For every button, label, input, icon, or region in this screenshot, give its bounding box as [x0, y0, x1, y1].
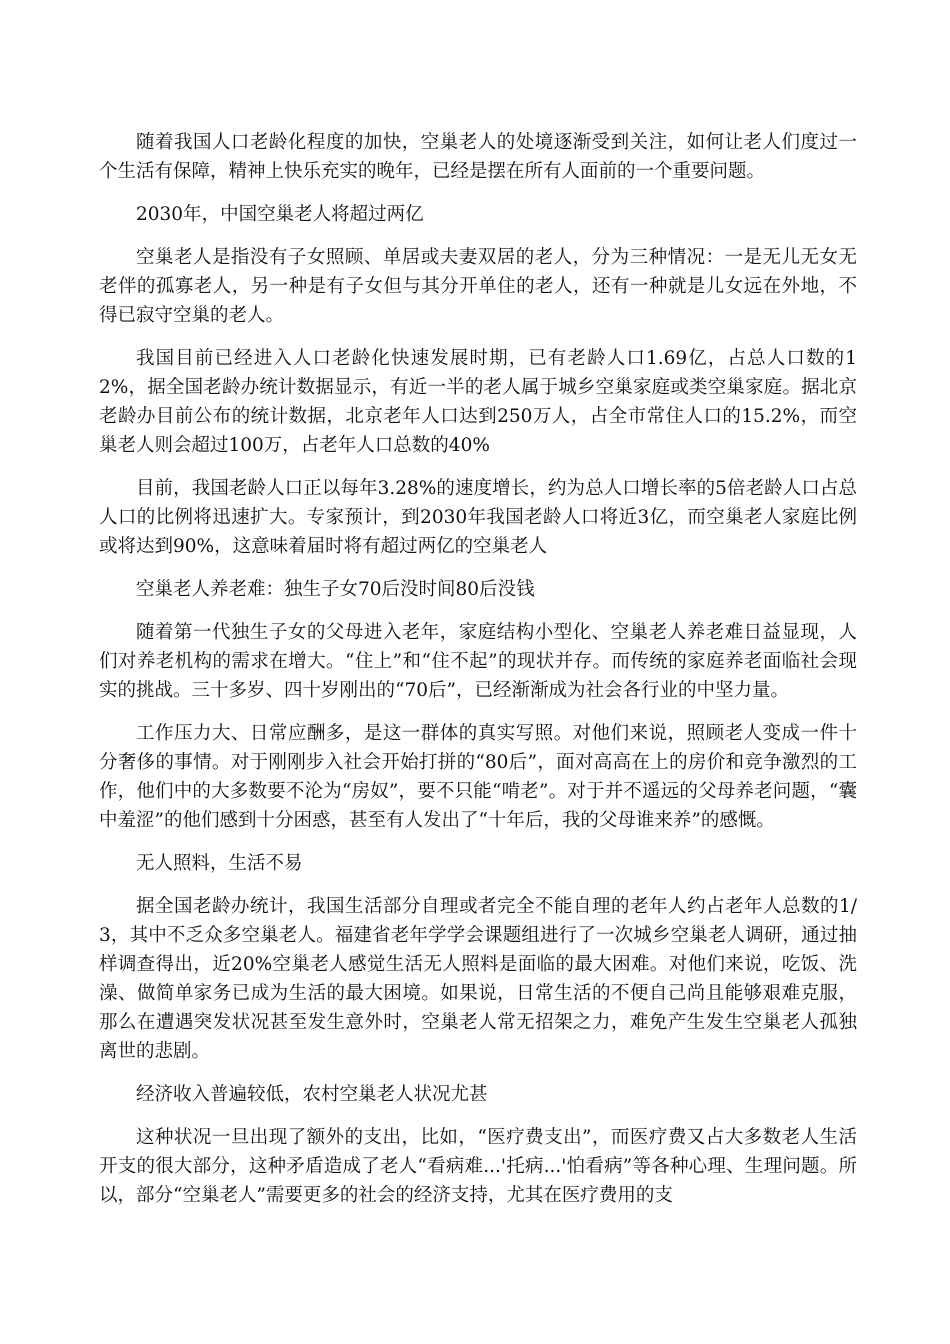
paragraph-medical-costs: 这种状况一旦出现了额外的支出，比如，“医疗费支出”，而医疗费又占大多数老人生活开支的很大部分，这种矛盾造成了老人“看病难...'托病...'怕看病”等各种心理、生理问题。所以，部分“空巢老人”需要更多的社会的经济支持，尤其在医疗费用的支: [99, 1127, 857, 1206]
paragraph-definition: 空巢老人是指没有子女照顾、单居或夫妻双居的老人，分为三种情况：一是无儿无女无老伴的孤寡老人，另一种是有子女但与其分开单住的老人，还有一种就是儿女远在外地，不得已寂守空巢的老人。: [99, 247, 857, 326]
paragraph-intro: 随着我国人口老龄化程度的加快，空巢老人的处境逐渐受到关注，如何让老人们度过一个生活有保障，精神上快乐充实的晚年，已经是摆在所有人面前的一个重要问题。: [99, 132, 857, 182]
section-heading-no-care: 无人照料，生活不易: [136, 853, 303, 874]
paragraph-only-children: 随着第一代独生子女的父母进入老年，家庭结构小型化、空巢老人养老难日益显现，人们对养老机构的需求在增大。“住上”和“住不起”的现状并存。而传统的家庭养老面临社会现实的挑战。三十多岁、四十岁刚出的“70后”，已经渐渐成为社会各行业的中坚力量。: [99, 622, 857, 701]
paragraph-self-care: 据全国老龄办统计，我国生活部分自理或者完全不能自理的老年人约占老年人总数的1/3，其中不乏众多空巢老人。福建省老年学学会课题组进行了一次城乡空巢老人调研，通过抽样调查得出，近20%空巢老人感觉生活无人照料是面临的最大困难。对他们来说，吃饭、洗澡、做简单家务已成为生活的最大困境。如果说，日常生活的不便自己尚且能够艰难克服，那么在遭遇突发状况甚至发生意外时，空巢老人常无招架之力，难免产生发生空巢老人孤独离世的悲剧。: [99, 896, 857, 1062]
section-heading-pension-difficulty: 空巢老人养老难：独生子女70后没时间80后没钱: [136, 579, 535, 600]
document-body: [99, 128, 857, 1224]
paragraph-statistics: 我国目前已经进入人口老龄化快速发展时期，已有老龄人口1.69亿，占总人口数的12%，据全国老龄办统计数据显示，有近一半的老人属于城乡空巢家庭或类空巢家庭。据北京老龄办目前公布的统计数据，北京老年人口达到250万人，占全市常住人口的15.2%，而空巢老人则会超过100万，占老年人口总数的40%: [99, 348, 857, 456]
paragraph-growth: 目前，我国老龄人口正以每年3.28%的速度增长，约为总人口增长率的5倍老龄人口占总人口的比例将迅速扩大。专家预计，到2030年我国老龄人口将近3亿，而空巢老人家庭比例或将达到90%，这意味着届时将有超过两亿的空巢老人: [99, 478, 857, 557]
paragraph-work-pressure: 工作压力大、日常应酬多，是这一群体的真实写照。对他们来说，照顾老人变成一件十分奢侈的事情。对于刚刚步入社会开始打拼的“80后”，面对高高在上的房价和竞争激烈的工作，他们中的大多数要不沦为“房奴”，要不只能“啃老”。对于并不遥远的父母养老问题，“囊中羞涩”的他们感到十分困惑，甚至有人发出了“十年后，我的父母谁来养”的感慨。: [99, 723, 857, 831]
section-heading-2030: 2030年，中国空巢老人将超过两亿: [136, 204, 424, 225]
section-heading-low-income: 经济收入普遍较低，农村空巢老人状况尤甚: [136, 1084, 488, 1105]
